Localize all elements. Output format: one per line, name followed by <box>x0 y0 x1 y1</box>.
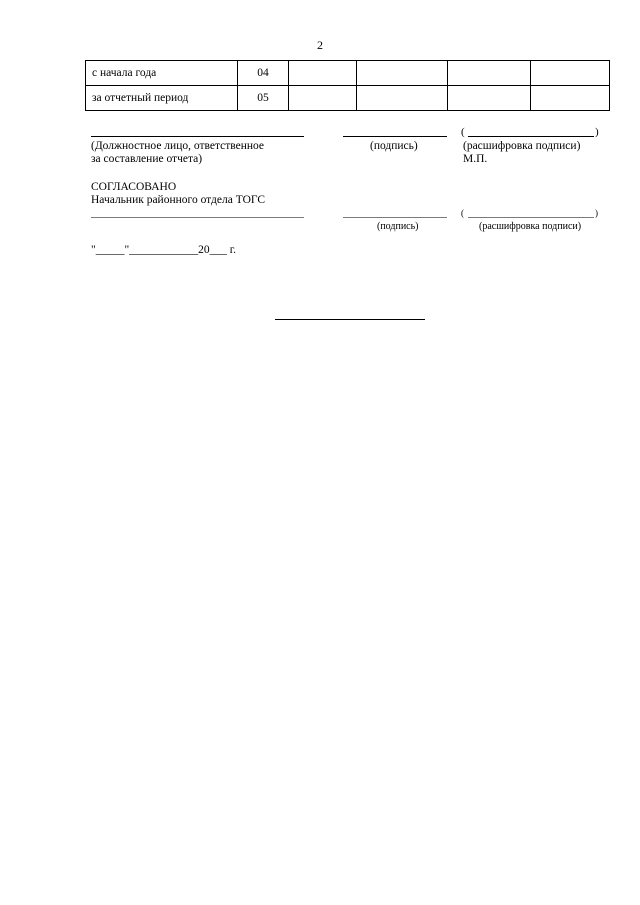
official-label-line2: за составление отчета) <box>91 153 203 165</box>
decoding-paren-open: ( <box>461 126 465 138</box>
official-label-line1: (Должностное лицо, ответственное <box>91 140 265 152</box>
table-cell <box>357 86 448 111</box>
table-cell <box>531 61 610 86</box>
page-number: 2 <box>317 38 323 52</box>
stamp-label: М.П. <box>463 153 488 165</box>
decoding-paren-close: ) <box>595 126 599 138</box>
table-cell <box>448 86 531 111</box>
head-position-line <box>91 217 304 218</box>
decoding-label: (расшифровка подписи) <box>463 140 581 152</box>
agreed-label: СОГЛАСОВАНО <box>91 181 177 193</box>
signature-label: (подпись) <box>370 140 418 152</box>
row-code: 05 <box>238 86 289 111</box>
signature-line <box>343 136 447 137</box>
row-label: за отчетный период <box>86 86 238 111</box>
row-label: с начала года <box>86 61 238 86</box>
decoding-line <box>468 136 594 137</box>
end-separator-line <box>275 319 425 320</box>
report-table <box>85 60 610 111</box>
head-decoding-label: (расшифровка подписи) <box>479 221 582 232</box>
row-code: 04 <box>238 61 289 86</box>
head-title: Начальник районного отдела ТОГС <box>91 194 266 206</box>
table-row <box>86 86 610 111</box>
official-position-line <box>91 136 304 137</box>
date-line: "_____"____________20___ г. <box>91 244 237 256</box>
table-cell <box>448 61 531 86</box>
table-cell <box>357 61 448 86</box>
table-cell <box>289 61 357 86</box>
head-signature-line <box>343 217 447 218</box>
head-decoding-paren-close: ) <box>595 208 598 218</box>
head-signature-label: (подпись) <box>377 221 419 232</box>
table-cell <box>289 86 357 111</box>
table-row <box>86 61 610 86</box>
head-decoding-line <box>468 217 594 218</box>
head-decoding-paren-open: ( <box>461 208 464 218</box>
table-cell <box>531 86 610 111</box>
